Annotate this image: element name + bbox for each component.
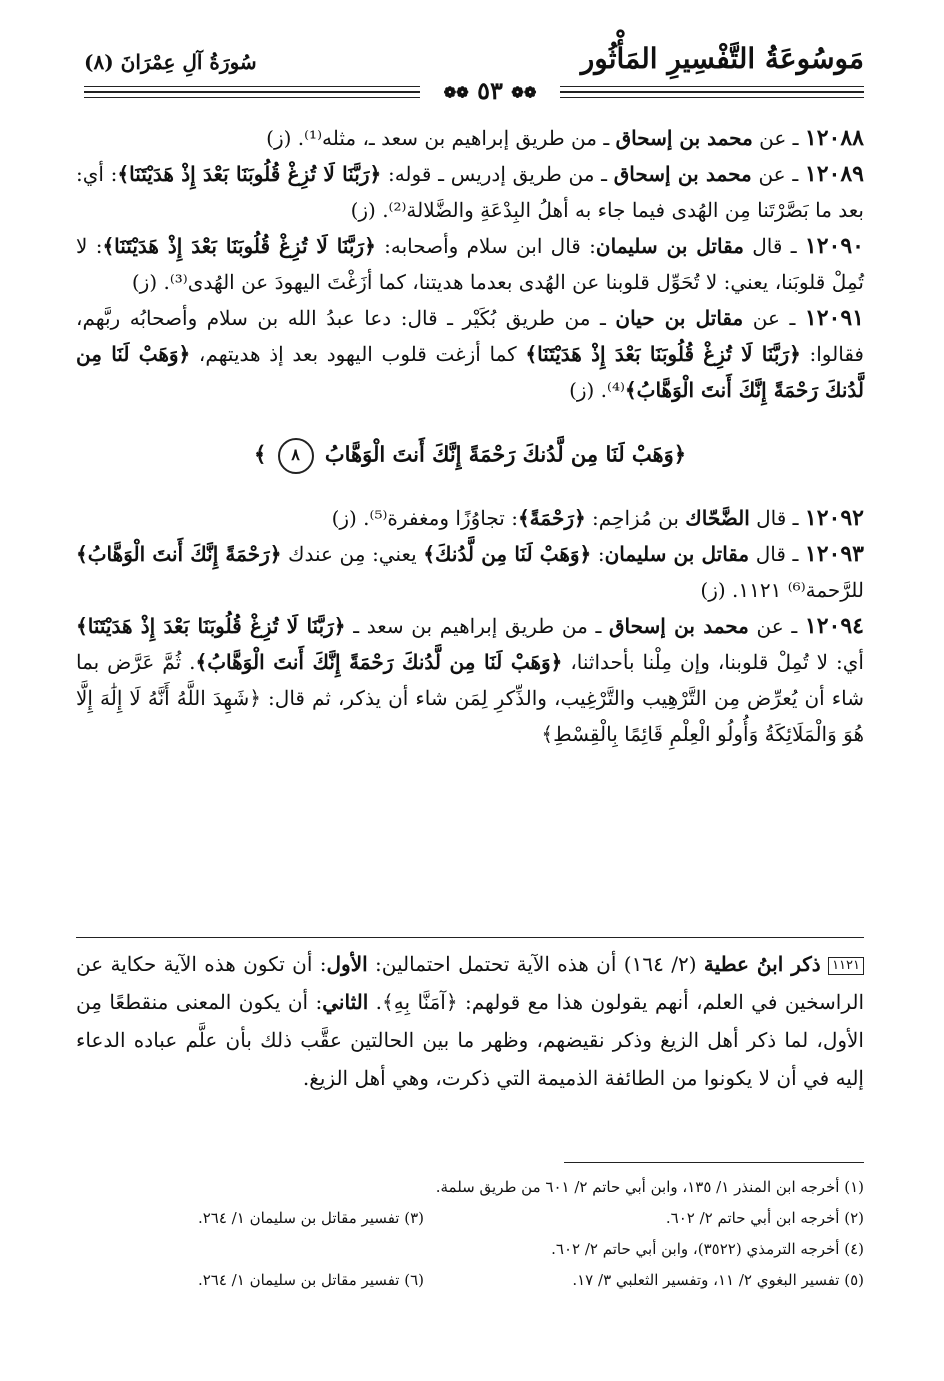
page-number-value: ٥٣ — [477, 76, 503, 105]
ornament-icon: ❁❁ — [511, 83, 537, 102]
note-divider — [76, 937, 864, 938]
narration-entry: ١٢٠٨٩ ـ عن محمد بن إسحاق ـ من طريق إدريس ـ قوله: ﴿رَبَّنَا لَا تُزِغْ قُلُوبَنَا بَعْدَ إِذْ هَدَيْتَنَا﴾: أي: بعد ما بَصَّرْتَنا مِن الهُدى فيما جاء به أهلُ البِدْعَةِ والضَّلالة⁽²⁾. (ز) — [76, 161, 864, 222]
narration-entry: ١٢٠٩١ ـ عن مقاتل بن حيان ـ من طريق بُكَيْر ـ قال: دعا عبدُ الله بن سلام وأصحابُه ربَّهم، فقالوا: ﴿رَبَّنَا لَا تُزِغْ قُلُوبَنَا بَعْدَ إِذْ هَدَيْتَنَا﴾ كما أزغت قلوب اليهود بعد إذ هديتهم، ﴿وَهَبْ لَنَا مِن لَّدُنكَ رَحْمَةً إِنَّكَ أَنتَ الْوَهَّابُ﴾⁽⁴⁾. (ز) — [76, 305, 864, 402]
main-text — [76, 120, 864, 752]
narration-entry: ١٢٠٨٨ ـ عن محمد بن إسحاق ـ من طريق إبراهيم بن سعد ـ، مثله⁽¹⁾. (ز) — [266, 125, 864, 151]
footnote-row: (٢) أخرجه ابن أبي حاتم ٢/ ٦٠٢. (٣) تفسير مقاتل بن سليمان ١/ ٢٦٤. — [197, 1209, 864, 1227]
footnote-row: (٥) تفسير البغوي ٢/ ١١، وتفسير الثعلبي ٣/ ١٧. (٦) تفسير مقاتل بن سليمان ١/ ٢٦٤. — [197, 1271, 864, 1289]
narration-entry: ١٢٠٩٤ ـ عن محمد بن إسحاق ـ من طريق إبراهيم بن سعد ـ ﴿رَبَّنَا لَا تُزِغْ قُلُوبَنَا بَعْدَ إِذْ هَدَيْتَنَا﴾ أي: لا تُمِلْ قلوبنا، وإن مِلْنا بأحداثنا، ﴿وَهَبْ لَنَا مِن لَّدُنكَ رَحْمَةً إِنَّكَ أَنتَ الْوَهَّابُ﴾. ثُمَّ عَرَّض بما شاء أن يُعرِّض مِن التَّرْهِيب والتَّرْغِيب، والذِّكرِ لِمَن شاء أن يذكر، ثم قال: ﴿شَهِدَ اللَّهُ أَنَّهُ لَا إِلَٰهَ إِلَّا هُوَ وَالْمَلَائِكَةُ وَأُولُو الْعِلْمِ قَائِمًا بِالْقِسْطِ﴾ — [76, 613, 864, 746]
commentary-note: ١١٢١ ذكر ابنُ عطية (٢/ ١٦٤) أن هذه الآية تحتمل احتمالين: الأول: أن تكون هذه الآية حكاية عن الراسخين في العلم، أنهم يقولون هذا مع قولهم: ﴿آمَنَّا بِهِ﴾. الثاني: أن يكون المعنى منقطعًا مِن الأول، لما ذكر أهل الزيغ وذكر نقيضهم، وظهر ما بين الحالتين عقَّب ذلك بأن علَّم عباده الدعاء إليه في أن لا يكونوا من الطائفة الذميمة التي ذكرت، وهي أهل الزيغ. — [76, 952, 865, 1090]
book-title: مَوسُوعَةُ التَّفْسِيرِ المَأْثُور — [580, 42, 864, 75]
surah-label: سُورَةُ آلِ عِمْرَانَ (٨) — [84, 50, 257, 74]
ornament-icon: ❁❁ — [443, 83, 469, 102]
narration-entry: ١٢٠٩٢ ـ قال الضَّحّاك بن مُزاحِم: ﴿رَحْمَةً﴾: تجاوُزًا ومغفرة⁽⁵⁾. (ز) — [331, 505, 864, 531]
footnotes — [76, 1172, 864, 1296]
narration-entry: ١٢٠٩٠ ـ قال مقاتل بن سليمان: قال ابن سلام وأصحابه: ﴿رَبَّنَا لَا تُزِغْ قُلُوبَنَا بَعْدَ إِذْ هَدَيْتَنَا﴾: لا تُمِلْ قلوبَنا، يعني: لا تُحَوِّل قلوبنا عن الهُدى بعدما هديتنا، كما أزَغْتَ اليهودَ عن الهُدى⁽³⁾. (ز) — [76, 233, 864, 294]
footnote-row: (١) أخرجه ابن المنذر ١/ ١٣٥، وابن أبي حاتم ٢/ ٦٠١ من طريق سلمة. — [435, 1178, 864, 1196]
narration-entry: ١٢٠٩٣ ـ قال مقاتل بن سليمان: ﴿وَهَبْ لَنَا مِن لَّدُنكَ﴾ يعني: مِن عندك ﴿رَحْمَةً إِنَّكَ أَنتَ الْوَهَّابُ﴾ للرَّحمة⁽⁶⁾ ١١٢١. (ز) — [76, 541, 864, 602]
note-reference-badge: ١١٢١ — [828, 957, 864, 975]
page-number — [420, 76, 560, 106]
ayah-number-marker: ٨ — [278, 438, 314, 474]
footnote-row: (٤) أخرجه الترمذي (٣٥٢٢)، وابن أبي حاتم ٢/ ٦٠٢. — [551, 1240, 864, 1258]
footnote-divider — [564, 1162, 864, 1163]
ayah-heading: ﴿وَهَبْ لَنَا مِن لَّدُنكَ رَحْمَةً إِنَّكَ أَنتَ الْوَهَّابُ ٨ ﴾ — [76, 438, 864, 474]
